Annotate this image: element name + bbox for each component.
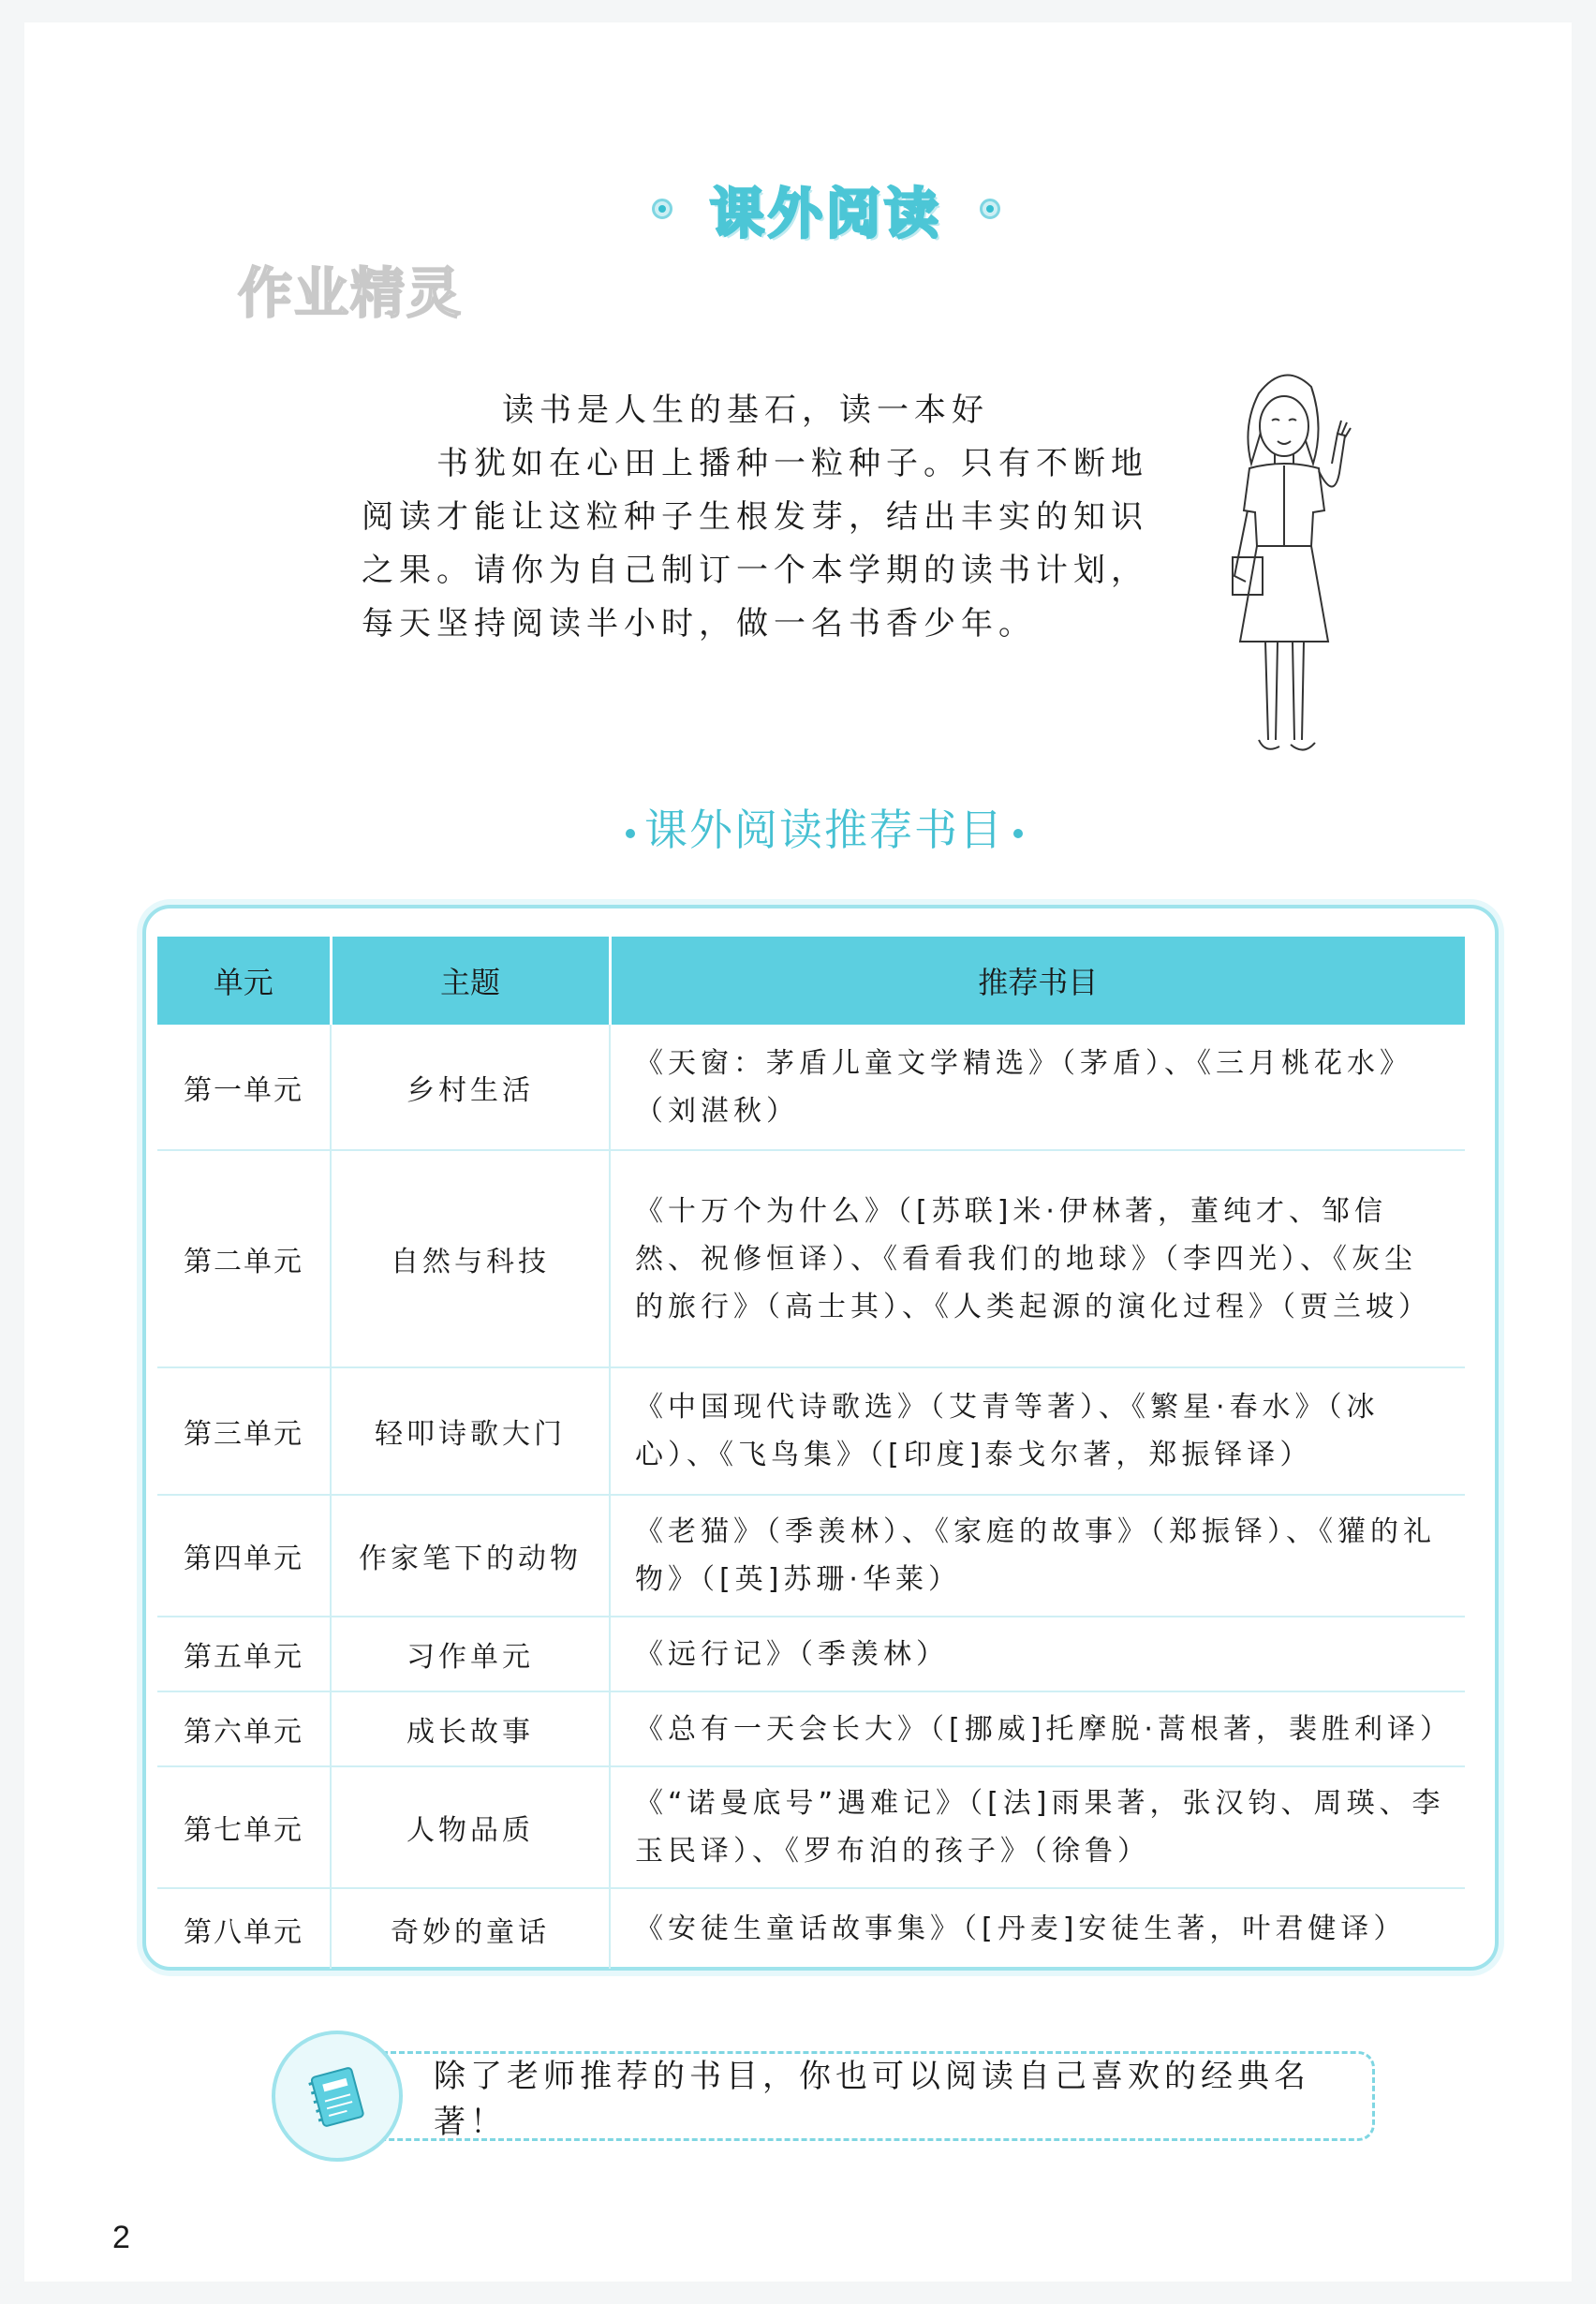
unit-cell: 第八单元 bbox=[157, 1888, 331, 1969]
intro-line: 每天坚持阅读半小时，做一名书香少年。 bbox=[362, 605, 1036, 642]
table-row bbox=[157, 1367, 1465, 1495]
theme-cell: 人物品质 bbox=[331, 1766, 610, 1888]
watermark-top: 作业精灵 bbox=[238, 261, 464, 325]
teacher-illustration bbox=[1214, 361, 1354, 777]
unit-cell: 第二单元 bbox=[157, 1150, 331, 1367]
books-cell: 《总有一天会长大》（[挪威]托摩脱·蒿根著，裴胜利译） bbox=[610, 1691, 1465, 1766]
theme-cell: 乡村生活 bbox=[331, 1025, 610, 1150]
page-number: 2 bbox=[112, 2220, 130, 2255]
books-cell: 《天窗：茅盾儿童文学精选》（茅盾）、《三月桃花水》（刘湛秋） bbox=[610, 1025, 1465, 1150]
unit-cell: 第七单元 bbox=[157, 1766, 331, 1888]
notebook-icon bbox=[300, 2059, 375, 2134]
intro-line: 之果。请你为自己制订一个本学期的读书计划， bbox=[362, 552, 1148, 589]
theme-cell: 成长故事 bbox=[331, 1691, 610, 1766]
table-row bbox=[157, 1766, 1465, 1888]
reading-tip bbox=[272, 2031, 1377, 2162]
books-cell: 《中国现代诗歌选》（艾青等著）、《繁星·春水》（冰心）、《飞鸟集》（[印度]泰戈尔著，郑振铎译） bbox=[610, 1367, 1465, 1495]
intro-line: 阅读才能让这粒种子生根发芽，结出丰实的知识 bbox=[362, 498, 1148, 536]
header-books: 推荐书目 bbox=[610, 937, 1465, 1025]
tip-badge bbox=[272, 2031, 403, 2162]
books-cell: 《老猫》（季羡林）、《家庭的故事》（郑振铎）、《獾的礼物》（[英]苏珊·华莱） bbox=[610, 1495, 1465, 1617]
title-dot-icon bbox=[652, 199, 672, 219]
books-cell: 《安徒生童话故事集》（[丹麦]安徒生著，叶君健译） bbox=[635, 1913, 1407, 1945]
unit-cell: 第一单元 bbox=[157, 1025, 331, 1150]
tip-text: 除了老师推荐的书目，你也可以阅读自己喜欢的经典名著！ bbox=[434, 2058, 1310, 2141]
table-row bbox=[157, 1025, 1465, 1150]
table-row bbox=[157, 1617, 1465, 1691]
books-cell: 《“诺曼底号”遇难记》（[法]雨果著，张汉钧、周瑛、李玉民译）、《罗布泊的孩子》（徐鲁） bbox=[610, 1766, 1465, 1888]
table-row bbox=[157, 1888, 1465, 1969]
unit-cell: 第五单元 bbox=[157, 1617, 331, 1691]
unit-cell: 第四单元 bbox=[157, 1495, 331, 1617]
books-cell: 《十万个为什么》（[苏联]米·伊林著，董纯才、邹信然、祝修恒译）、《看看我们的地球》（李四光）、《灰尘的旅行》（高士其）、《人类起源的演化过程》（贾兰坡） bbox=[610, 1150, 1465, 1367]
theme-cell: 自然与科技 bbox=[331, 1150, 610, 1367]
intro-line: 书犹如在心田上播种一粒种子。只有不断地 bbox=[436, 445, 1148, 482]
theme-cell: 作家笔下的动物 bbox=[331, 1495, 610, 1617]
tip-box bbox=[365, 2051, 1375, 2141]
theme-cell: 奇妙的童话 bbox=[331, 1888, 610, 1969]
books-cell: 《远行记》（季羡林） bbox=[610, 1617, 1465, 1691]
section-title bbox=[599, 796, 1049, 858]
intro-line: 读书是人生的基石，读一本好 bbox=[502, 391, 989, 429]
page-title-banner bbox=[629, 176, 1023, 245]
table-header-row bbox=[157, 937, 1465, 1025]
unit-cell: 第六单元 bbox=[157, 1691, 331, 1766]
table-row bbox=[157, 1150, 1465, 1367]
theme-cell: 习作单元 bbox=[331, 1617, 610, 1691]
header-theme: 主题 bbox=[331, 937, 610, 1025]
table-row bbox=[157, 1495, 1465, 1617]
section-title-text: 课外阅读推荐书目 bbox=[644, 805, 1004, 855]
title-dot-icon bbox=[980, 199, 1000, 219]
intro-paragraph bbox=[362, 384, 1148, 651]
header-unit: 单元 bbox=[157, 937, 331, 1025]
bullet-dot-icon bbox=[626, 829, 635, 838]
book-list-table bbox=[157, 937, 1465, 1969]
theme-cell: 轻叩诗歌大门 bbox=[331, 1367, 610, 1495]
table-row bbox=[157, 1691, 1465, 1766]
unit-cell: 第三单元 bbox=[157, 1367, 331, 1495]
page-title: 课外阅读 bbox=[709, 182, 942, 245]
bullet-dot-icon bbox=[1013, 829, 1023, 838]
